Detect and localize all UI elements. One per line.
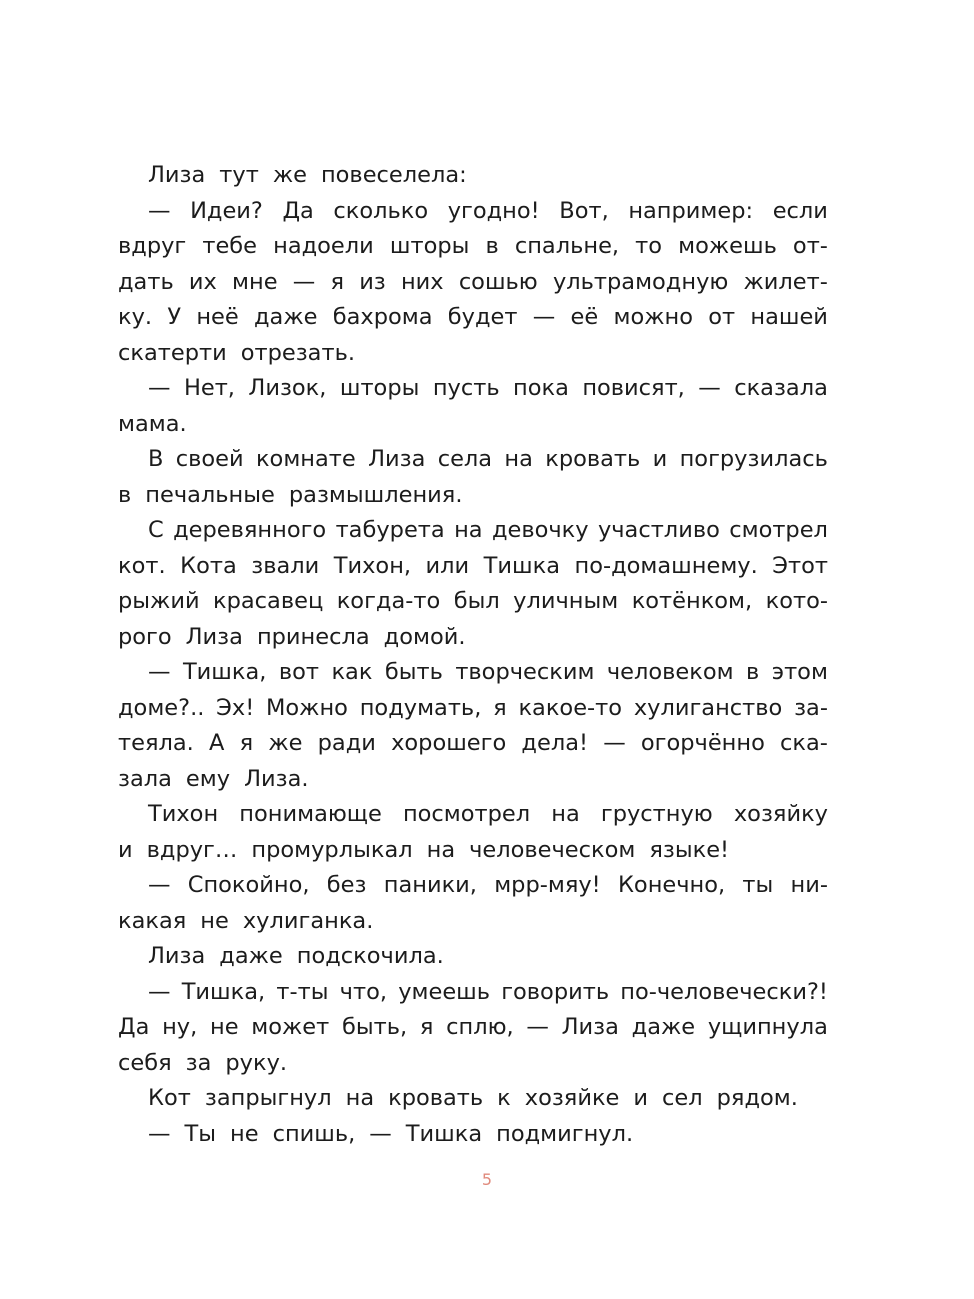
text-line: ку. У неё даже бахрома будет — её можно от нашей (118, 304, 828, 330)
text-line: зала ему Лиза. (118, 765, 309, 792)
text-line: — Ты не спишь, — Тишка подмигнул. (148, 1120, 634, 1147)
text-line: какая не хулиганка. (118, 907, 374, 934)
text-line: доме?.. Эх! Можно подумать, я какое-то хулиганство за- (118, 694, 828, 721)
text-line: себя за руку. (118, 1049, 288, 1076)
text-line: Тихон понимающе посмотрел на грустную хозяйку (148, 801, 828, 827)
text-line: Да ну, не может быть, я сплю, — Лиза даже ущипнула (118, 1014, 828, 1040)
text-line: Лиза даже подскочила. (148, 943, 444, 969)
text-line: С деревянного табурета на девочку участливо смотрел (148, 517, 828, 543)
text-line: в печальные размышления. (118, 481, 463, 508)
text-line: Лиза тут же повеселела: (148, 162, 467, 188)
page-number: 5 (481, 1170, 493, 1189)
text-line: скатерти отрезать. (118, 339, 355, 366)
text-line: — Нет, Лизок, шторы пусть пока повисят, — сказала (148, 375, 828, 401)
text-line: — Идеи? Да сколько угодно! Вот, например: если (148, 197, 828, 224)
text-line: и вдруг… промурлыкал на человеческом языке! (118, 836, 730, 863)
text-line: рыжий красавец когда-то был уличным котёнком, кото- (118, 588, 828, 614)
text-line: Кот запрыгнул на кровать к хозяйке и сел рядом. (148, 1085, 798, 1111)
text-line: В своей комнате Лиза села на кровать и погрузилась (148, 446, 828, 472)
text-line: вдруг тебе надоели шторы в спальне, то можешь от- (118, 233, 828, 259)
text-line: — Спокойно, без паники, мрр-мяу! Конечно, ты ни- (148, 872, 828, 898)
text-line: — Тишка, вот как быть творческим человеком в этом (148, 659, 828, 685)
body-text (118, 158, 828, 1152)
text-line: теяла. А я же ради хорошего дела! — огорчённо ска- (118, 730, 828, 756)
text-line: рого Лиза принесла домой. (118, 623, 466, 650)
text-line: кот. Кота звали Тихон, или Тишка по-домашнему. Этот (118, 552, 828, 579)
text-line: — Тишка, т-ты что, умеешь говорить по-человечески?! (148, 978, 828, 1005)
text-line: мама. (118, 410, 187, 437)
text-line: дать их мне — я из них сошью ультрамодную жилет- (118, 268, 828, 295)
